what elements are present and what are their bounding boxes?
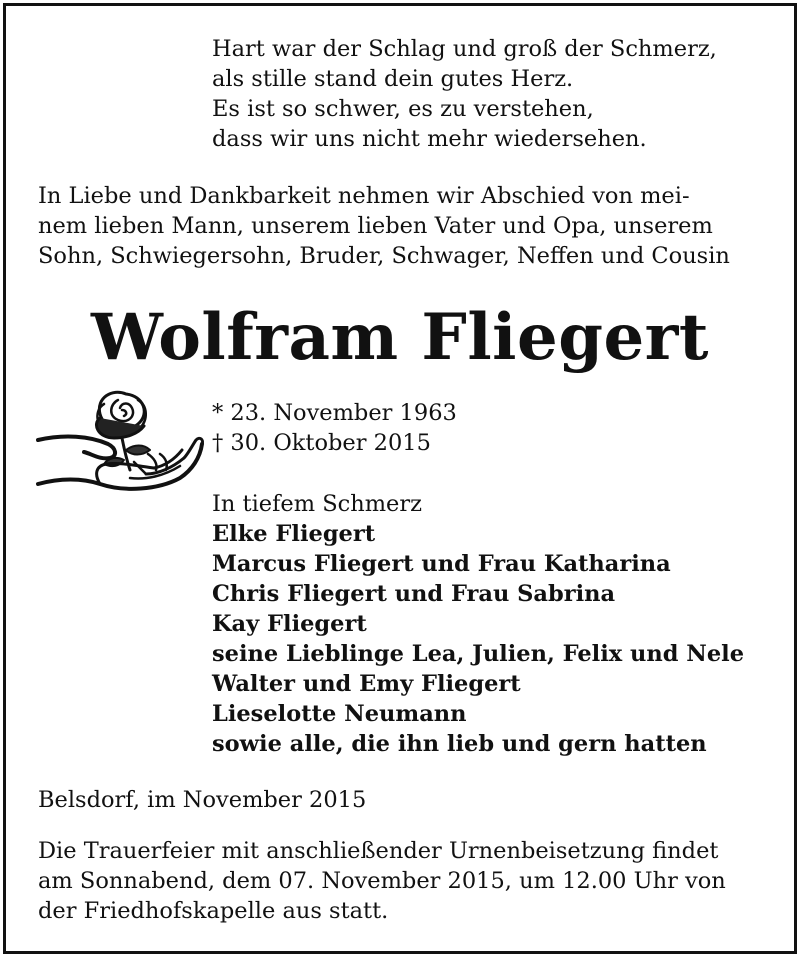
mourner-name: Elke Fliegert bbox=[212, 521, 376, 547]
intro-line: nem lieben Mann, unserem lieben Vater und Opa, unserem bbox=[38, 213, 713, 239]
obituary-notice bbox=[3, 3, 797, 954]
mourner-name: Kay Fliegert bbox=[212, 611, 367, 637]
mourner-name: Lieselotte Neumann bbox=[212, 701, 467, 727]
poem-line: Es ist so schwer, es zu verstehen, bbox=[212, 96, 594, 122]
funeral-line: Die Trauerfeier mit anschließender Urnenbeisetzung findet bbox=[38, 838, 719, 864]
birth-date: * 23. November 1963 bbox=[212, 400, 457, 426]
mourner-name: Marcus Fliegert und Frau Katharina bbox=[212, 551, 671, 577]
life-dates bbox=[212, 398, 457, 458]
mourner-name: Walter und Emy Fliegert bbox=[212, 671, 521, 697]
mourner-name: Chris Fliegert und Frau Sabrina bbox=[212, 581, 616, 607]
mourner-name: sowie alle, die ihn lieb und gern hatten bbox=[212, 731, 707, 757]
poem-line: dass wir uns nicht mehr wiedersehen. bbox=[212, 126, 647, 152]
intro-text bbox=[38, 181, 778, 271]
intro-line: Sohn, Schwiegersohn, Bruder, Schwager, Neffen und Cousin bbox=[38, 243, 730, 269]
death-date: † 30. Oktober 2015 bbox=[212, 430, 431, 456]
deceased-name: Wolfram Fliegert bbox=[91, 300, 709, 375]
mourners-heading: In tiefem Schmerz bbox=[212, 491, 422, 517]
poem-line: als stille stand dein gutes Herz. bbox=[212, 66, 574, 92]
intro-line: In Liebe und Dankbarkeit nehmen wir Abschied von mei- bbox=[38, 183, 690, 209]
mourner-name: seine Lieblinge Lea, Julien, Felix und Nele bbox=[212, 641, 745, 667]
funeral-details bbox=[38, 836, 783, 926]
memorial-poem bbox=[212, 34, 717, 154]
mourners-list bbox=[212, 489, 744, 759]
poem-line: Hart war der Schlag und groß der Schmerz, bbox=[212, 36, 717, 62]
place-date: Belsdorf, im November 2015 bbox=[38, 787, 367, 813]
funeral-line: am Sonnabend, dem 07. November 2015, um 12.00 Uhr von bbox=[38, 868, 726, 894]
rose-in-hands-icon bbox=[34, 374, 209, 524]
funeral-line: der Friedhofskapelle aus statt. bbox=[38, 898, 389, 924]
